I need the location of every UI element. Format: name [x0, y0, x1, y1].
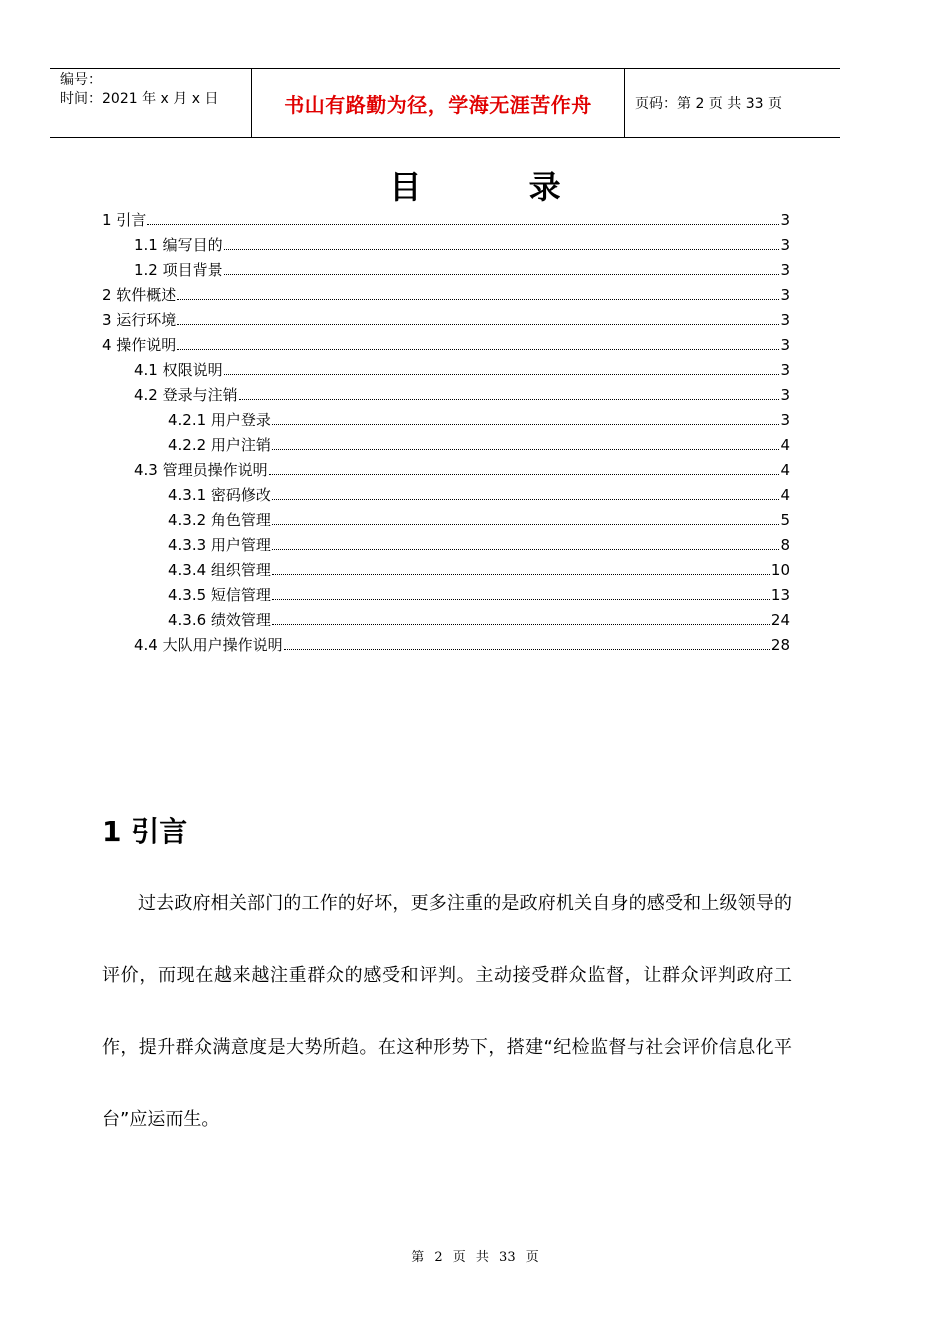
toc-leader-dots	[177, 349, 779, 350]
toc-entry-label: 4.3.4 组织管理	[168, 561, 271, 579]
toc-entry-label: 4.3.3 用户管理	[168, 536, 271, 554]
toc-entry[interactable]	[102, 209, 790, 234]
toc-entry-page: 3	[780, 236, 790, 254]
toc-entry-label: 4.3 管理员操作说明	[134, 461, 268, 479]
toc-leader-dots	[224, 249, 780, 250]
toc-leader-dots	[272, 424, 780, 425]
toc-entry-label: 4.2.2 用户注销	[168, 436, 271, 454]
toc-entry[interactable]	[102, 584, 790, 609]
toc-entry[interactable]	[102, 334, 790, 359]
header-motto: 书山有路勤为径，学海无涯苦作舟	[252, 69, 625, 137]
toc-entry[interactable]	[102, 634, 790, 659]
time-label: 时间：2021 年 x 月 x 日	[60, 91, 219, 107]
toc-entry[interactable]	[102, 384, 790, 409]
page-footer: 第 2 页 共 33 页	[411, 1250, 539, 1265]
toc-entry[interactable]	[102, 434, 790, 459]
toc-entry[interactable]	[102, 309, 790, 334]
toc-leader-dots	[177, 299, 779, 300]
toc-leader-dots	[269, 474, 780, 475]
toc-entry[interactable]	[102, 359, 790, 384]
toc-entry-page: 3	[780, 211, 790, 229]
toc-entry[interactable]	[102, 259, 790, 284]
toc-leader-dots	[224, 374, 780, 375]
toc-entry-page: 24	[770, 611, 790, 629]
toc-leader-dots	[239, 399, 780, 400]
toc-leader-dots	[177, 324, 779, 325]
toc-entry-page: 3	[780, 336, 790, 354]
section-paragraph: 过去政府相关部门的工作的好坏，更多注重的是政府机关自身的感受和上级领导的评价，而现在越来越注重群众的感受和评判。主动接受群众监督，让群众评判政府工作，提升群众满意度是大势所趋。在这种形势下，搭建“纪检监督与社会评价信息化平台”应运而生。	[102, 893, 792, 1130]
toc-entry-label: 4 操作说明	[102, 336, 177, 354]
toc-leader-dots	[272, 449, 780, 450]
toc-entry-label: 4.3.6 绩效管理	[168, 611, 271, 629]
toc-entry-label: 4.3.1 密码修改	[168, 486, 271, 504]
toc-entry-page: 4	[780, 461, 790, 479]
toc-entry[interactable]	[102, 534, 790, 559]
toc-entry-page: 3	[780, 311, 790, 329]
toc-entry-label: 1.2 项目背景	[134, 261, 223, 279]
toc-entry-page: 3	[780, 286, 790, 304]
toc-entry-label: 1 引言	[102, 211, 147, 229]
toc-leader-dots	[272, 624, 770, 625]
toc-entry[interactable]	[102, 484, 790, 509]
section-heading: 1 引言	[102, 815, 188, 848]
toc-entry[interactable]	[102, 609, 790, 634]
toc-entry-page: 3	[780, 261, 790, 279]
toc-entry-label: 2 软件概述	[102, 286, 177, 304]
toc-leader-dots	[272, 599, 770, 600]
toc-entry[interactable]	[102, 409, 790, 434]
toc-entry-page: 3	[780, 411, 790, 429]
toc-leader-dots	[272, 574, 770, 575]
toc-leader-dots	[284, 649, 770, 650]
toc-entry-page: 5	[780, 511, 790, 529]
toc-entry-label: 3 运行环境	[102, 311, 177, 329]
toc-entry-page: 10	[770, 561, 790, 579]
toc-entry-page: 13	[770, 586, 790, 604]
toc-leader-dots	[272, 524, 780, 525]
toc-leader-dots	[224, 274, 780, 275]
toc-entry-page: 3	[780, 361, 790, 379]
toc-title: 目 录	[389, 168, 609, 206]
toc-entry-label: 4.3.5 短信管理	[168, 586, 271, 604]
toc-leader-dots	[272, 499, 780, 500]
toc-leader-dots	[272, 549, 780, 550]
header-meta	[50, 69, 252, 137]
toc-entry-page: 4	[780, 436, 790, 454]
table-of-contents	[102, 209, 790, 659]
number-label: 编号：	[60, 72, 102, 88]
toc-entry-label: 4.2 登录与注销	[134, 386, 238, 404]
toc-entry[interactable]	[102, 459, 790, 484]
toc-entry-page: 4	[780, 486, 790, 504]
toc-entry[interactable]	[102, 284, 790, 309]
toc-entry[interactable]	[102, 509, 790, 534]
toc-entry-page: 28	[770, 636, 790, 654]
toc-entry-label: 4.3.2 角色管理	[168, 511, 271, 529]
toc-entry-label: 4.2.1 用户登录	[168, 411, 271, 429]
toc-entry[interactable]	[102, 559, 790, 584]
toc-entry-label: 4.1 权限说明	[134, 361, 223, 379]
toc-entry-label: 4.4 大队用户操作说明	[134, 636, 283, 654]
toc-entry[interactable]	[102, 234, 790, 259]
toc-leader-dots	[147, 224, 779, 225]
page-header	[50, 68, 840, 138]
toc-entry-page: 3	[780, 386, 790, 404]
toc-entry-page: 8	[780, 536, 790, 554]
toc-entry-label: 1.1 编写目的	[134, 236, 223, 254]
header-page-info: 页码：第 2 页 共 33 页	[635, 96, 782, 112]
